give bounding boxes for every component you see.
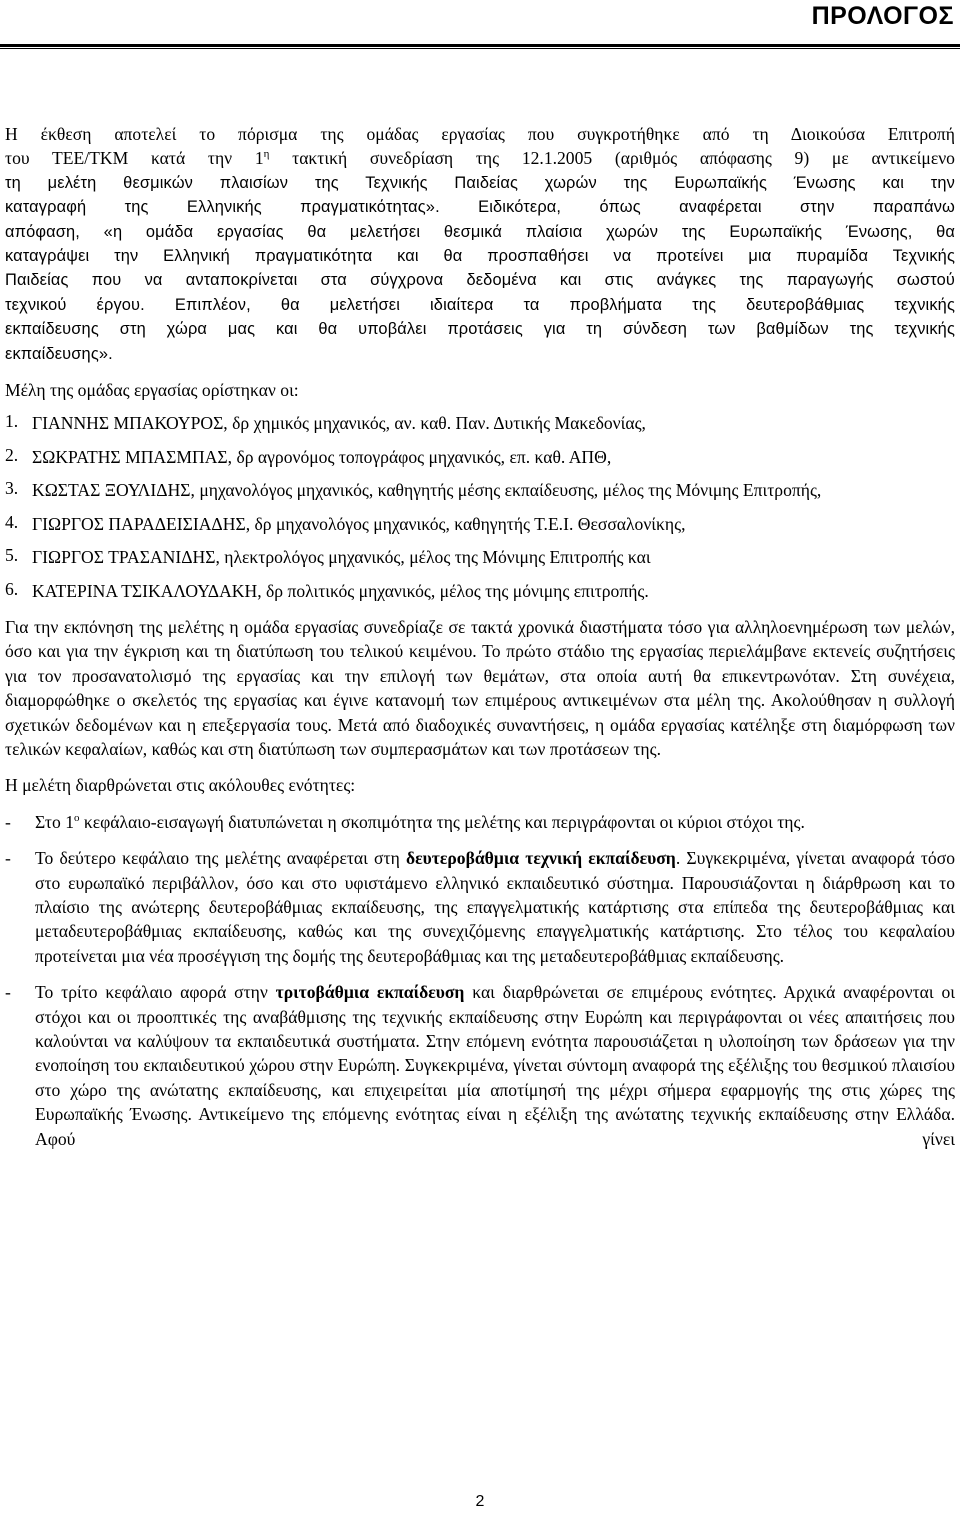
header-rule-thin [0, 48, 960, 49]
chapter-item [5, 810, 955, 834]
body-text [5, 122, 955, 1151]
members-heading: Μέλη της ομάδας εργασίας ορίστηκαν οι: [5, 380, 299, 401]
intro-line: απόφαση, «η ομάδα εργασίας θα μελετήσει θεσμικά πλαίσια χωρών της Ευρωπαϊκής Ένωσης, θα [5, 222, 955, 241]
member-item [5, 512, 955, 536]
chapter-text [35, 980, 955, 1151]
intro-line [5, 146, 955, 170]
chapter-text [35, 810, 955, 834]
intro-line: Η έκθεση αποτελεί το πόρισμα της ομάδας εργασίας που συγκροτήθηκε από τη Διοικούσα Επιτροπή [5, 124, 955, 144]
member-item [5, 445, 955, 469]
intro-text: τακτική συνεδρίαση της 12.1.2005 (αριθμός απόφασης 9) με αντικείμενο [269, 148, 955, 169]
intro-line: Παιδείας που να ανταποκρίνεται στα σύγχρονα δεδομένα και στις ανάγκες της παραγωγής σωστού [5, 271, 955, 290]
member-item [5, 478, 955, 502]
intro-line: τεχνικού έργου. Επιπλέον, θα μελετήσει ιδιαίτερα τα προβλήματα της δευτεροβάθμιας τεχνικής [5, 295, 955, 314]
page-title: ΠΡΟΛΟΓΟΣ [811, 2, 954, 30]
process-paragraph: Για την εκπόνηση της μελέτης η ομάδα εργασίας συνεδρίαζε σε τακτά χρονικά διαστήματα τόσο για αλληλοενημέρωση των μελών, όσο και για την έγκριση και τη διατύπωση του τελικού κειμένου. Το πρώτο στάδιο της εργασίας περιελάμβανε εκτενείς συζητήσεις για τον προσανατολισμό της εργασίας και την επιλογή των θεμάτων, στα οποία αυτή θα επικεντρωνόταν. Στη συνέχεια, διαμορφώθηκε ο σκελετός της εργασίας και έγινε κατανομή των επιμέρους αντικειμένων στα μέλη της. Ακολούθησαν η συλλογή σχετικών δεδομένων και η επεξεργασία τους. Μετά από διαδοχικές συναντήσεις, η ομάδα εργασίας κατέληξε στη διαμόρφωση των τελικών κεφαλαίων, καθώς και στη διατύπωση των συμπερασμάτων και των προτάσεων της. [5, 616, 955, 759]
member-item [5, 545, 955, 569]
chapter-item [5, 980, 955, 1151]
member-number: 4. [5, 511, 19, 532]
header-rule [0, 44, 960, 47]
intro-line: εκπαίδευσης στη χώρα μας και θα υποβάλει προτάσεις για τη σύνδεση των βαθμίδων της τεχνικής [5, 320, 955, 339]
intro-line: τη μελέτη θεσμικών πλαισίων της Τεχνικής Παιδείας χωρών της Ευρωπαϊκής Ένωσης και την [5, 173, 955, 192]
member-number: 5. [5, 545, 19, 566]
dash-marker: - [5, 982, 11, 1003]
member-text: ΚΩΣΤΑΣ ΞΟΥΛΙΔΗΣ, μηχανολόγος μηχανικός, καθηγητής μέσης εκπαίδευσης, μέλος της Μόνιμης Επιτροπής, [32, 480, 822, 501]
member-text: ΓΙΩΡΓΟΣ ΤΡΑΣΑΝΙΔΗΣ, ηλεκτρολόγος μηχανικός, μέλος της Μόνιμης Επιτροπής και [32, 547, 651, 568]
chapter-text-part: Στο 1 [35, 811, 74, 832]
member-text: ΣΩΚΡΑΤΗΣ ΜΠΑΣΜΠΑΣ, δρ αγρονόμος τοπογράφος μηχανικός, επ. καθ. ΑΠΘ, [32, 446, 612, 467]
member-item [5, 411, 955, 435]
chapter-text-part: κεφάλαιο-εισαγωγή διατυπώνεται η σκοπιμότητα της μελέτης και περιγράφονται οι κύριοι στόχοι της. [79, 811, 805, 832]
member-text: ΓΙΑΝΝΗΣ ΜΠΑΚΟΥΡΟΣ, δρ χημικός μηχανικός, αν. καθ. Παν. Δυτικής Μακεδονίας, [32, 413, 646, 434]
member-item [5, 579, 955, 603]
chapter-text-part: Το δεύτερο κεφάλαιο της μελέτης αναφέρεται στη [35, 848, 406, 869]
member-number: 6. [5, 578, 19, 599]
member-number: 2. [5, 444, 19, 465]
member-number: 3. [5, 478, 19, 499]
dash-marker: - [5, 811, 11, 832]
ordinal-sup: ο [74, 811, 80, 824]
chapter-item [5, 846, 955, 968]
chapter-text-part: και διαρθρώνεται σε επιμέρους ενότητες. Αρχικά αναφέρονται οι στόχοι και οι προοπτικές της αναβάθμισης της τεχνικής εκπαίδευσης στην Ευρώπη και περιγράφονται οι νέες απαιτήσεις που καλούνται να καλύψουν τα εκπαιδευτικά συστήματα. Στην επόμενη ενότητα παρουσιάζεται η υλοποίηση των δράσεων για την ενοποίηση του εκπαιδευτικού χώρου στην Ευρώπη. Συγκεκριμένα, γίνεται σύντομη αναφορά της εξέλιξης του θεσμικού πλαισίου στο χώρο της ανώτατης εκπαίδευσης, και επιχειρείται μία αποτίμησή της μέχρι σήμερα εφαρμογής της στις χώρες της Ευρωπαϊκής Ένωσης. Αντικείμενο της επόμενης ενότητας είναι η εξέλιξη της ανώτατης τεχνικής εκπαίδευσης στην Ελλάδα. Αφού γίνει [35, 982, 955, 1149]
member-text: ΚΑΤΕΡΙΝΑ ΤΣΙΚΑΛΟΥΔΑΚΗ, δρ πολιτικός μηχανικός, μέλος της μόνιμης επιτροπής. [32, 580, 649, 601]
intro-line: καταγραφή της Ελληνικής πραγματικότητας». Ειδικότερα, όπως αναφέρεται στην παραπάνω [5, 198, 955, 217]
member-number: 1. [5, 411, 19, 432]
chapter-text-part: Το τρίτο κεφάλαιο αφορά στην [35, 982, 276, 1003]
intro-line: καταγράψει την Ελληνική πραγματικότητα και θα προσπαθήσει να προτείνει μια πυραμίδα Τεχνικής [5, 247, 955, 266]
member-text: ΓΙΩΡΓΟΣ ΠΑΡΑΔΕΙΣΙΑΔΗΣ, δρ μηχανολόγος μηχανικός, καθηγητής Τ.Ε.Ι. Θεσσαλονίκης, [32, 513, 686, 534]
structure-heading: Η μελέτη διαρθρώνεται στις ακόλουθες ενότητες: [5, 775, 356, 796]
chapter-text-part: . Συγκεκριμένα, γίνεται αναφορά τόσο στο ευρωπαϊκό περιβάλλον, όσο και στο υφιστάμενο ελληνικό εκπαιδευτικό σύστημα. Παρουσιάζονται η διάρθρωση και το πλαίσιο της ανώτερης δευτεροβάθμιας εκπαίδευσης, της επαγγελματικής κατάρτισης στα επίπεδα της δευτεροβάθμιας και μεταδευτεροβάθμιας εκπαίδευσης, καθώς και της συνεχιζόμενης επαγγελματικής κατάρτισης. Στο τέλος του κεφαλαίου προτείνεται μια νέα προσέγγιση της δομής της δευτεροβάθμιας και της μεταδευτεροβάθμιας εκπαίδευσης. [35, 848, 956, 966]
intro-line: εκπαίδευσης». [5, 344, 113, 363]
chapter-text [35, 846, 955, 968]
chapter-emphasis: τριτοβάθμια εκπαίδευση [275, 982, 465, 1003]
chapter-emphasis: δευτεροβάθμια τεχνική εκπαίδευση [405, 848, 676, 869]
page-number: 2 [475, 1493, 485, 1510]
ordinal-sup: η [263, 148, 270, 161]
dash-marker: - [5, 848, 11, 869]
intro-text: του ΤΕΕ/ΤΚΜ κατά την 1 [5, 148, 264, 169]
